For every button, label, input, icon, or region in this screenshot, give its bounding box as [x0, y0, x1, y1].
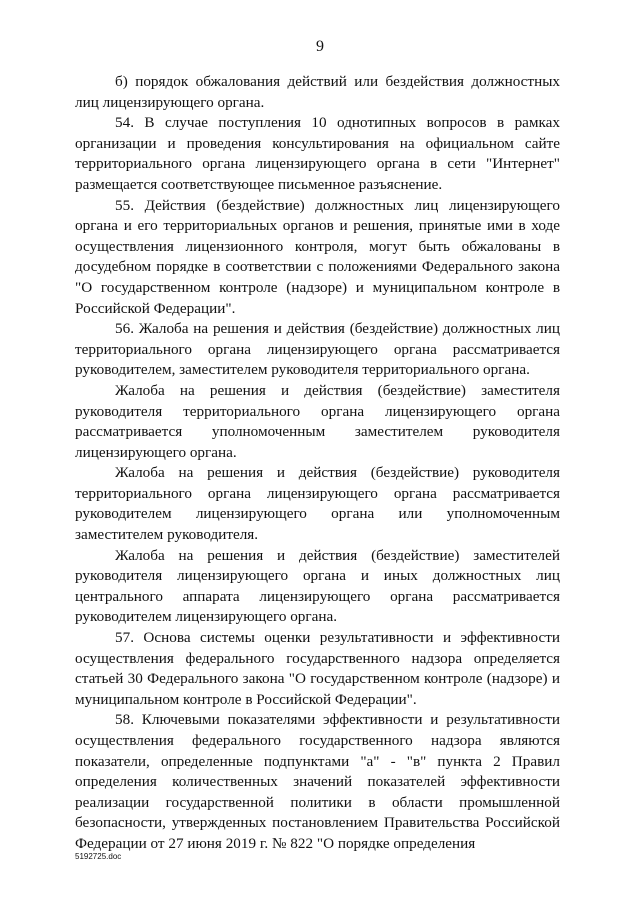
paragraph-58: 58. Ключевыми показателями эффективности и результативности осуществления федерального государственного надзора являются показатели, определенные подпунктами "а" - "в" пункта 2 Правил определения количественных значений показателей эффективности реализации государственной политики в области промышленной безопасности, утвержденных постановлением Правительства Российской Федерации от 27 июня 2019 г. № 822 "О порядке определения: [75, 711, 560, 852]
paragraph-57: 57. Основа системы оценки результативности и эффективности осуществления федерального государственного надзора определяется статьей 30 Федерального закона "О государственном контроле (надзоре) и муниципальном контроле в Российской Федерации".: [75, 629, 560, 708]
paragraph-55: 55. Действия (бездействие) должностных лиц лицензирующего органа и его территориальных органов и решения, принятые ими в ходе осуществления лицензионного контроля, могут быть обжалованы в досудебном порядке в соответствии с положениями Федерального закона "О государственном контроле (надзоре) и муниципальном контроле в Российской Федерации".: [75, 196, 560, 317]
paragraph-item-b: б) порядок обжалования действий или бездействия должностных лиц лицензирующего органа.: [75, 73, 560, 111]
paragraph-56-head-territorial: Жалоба на решения и действия (бездействие) руководителя территориального органа лицензирующего органа рассматривается руководителем лицензирующего органа или уполномоченным заместителем руководителя.: [75, 464, 560, 544]
paragraph-56-central-apparatus: Жалоба на решения и действия (бездействие) заместителей руководителя лицензирующего органа и иных должностных лиц центрального аппарата лицензирующего органа рассматривается руководителем лицензирующего органа.: [75, 546, 560, 626]
paragraph-54: 54. В случае поступления 10 однотипных вопросов в рамках организации и проведения консультирования на официальном сайте территориального органа лицензирующего органа в сети "Интернет" размещается соответствующее письменное разъяснение.: [75, 114, 560, 193]
document-body: [75, 72, 560, 855]
paragraph-56: 56. Жалоба на решения и действия (бездействие) должностных лиц территориального органа лицензирующего органа рассматривается руководителем, заместителем руководителя территориального органа.: [75, 320, 560, 379]
page-number: 9: [316, 38, 324, 55]
paragraph-56-deputy-territorial: Жалоба на решения и действия (бездействие) заместителя руководителя территориального органа лицензирующего органа рассматривается уполномоченным заместителем руководителя лицензирующего органа.: [75, 381, 560, 461]
document-file-code: 5192725.doc: [75, 852, 122, 861]
